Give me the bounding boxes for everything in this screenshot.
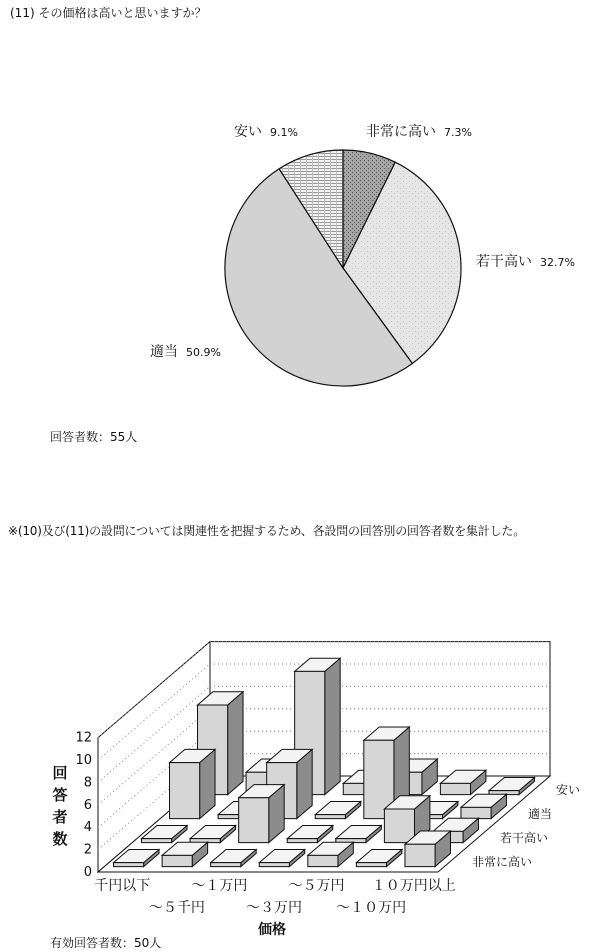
bar-respondents: 有効回答者数：50人 — [50, 936, 162, 950]
x-tick-label: ～５千円 — [148, 900, 205, 916]
x-tick-label: ～３万円 — [246, 900, 302, 916]
series-label-item-4: 非常に高い — [472, 855, 533, 869]
x-tick-label: ～１万円 — [191, 878, 248, 894]
pie-chart — [0, 0, 600, 440]
y-axis-label-char: 答 — [52, 786, 68, 804]
y-tick-label: 2 — [83, 842, 92, 858]
pie-label-item-3: 適当 — [150, 344, 178, 360]
x-tick-label: ～５万円 — [288, 878, 345, 894]
y-axis-label-char: 回 — [52, 764, 68, 782]
bar-千円以下-適当 — [170, 749, 216, 818]
pie-label-item-4: 安い — [234, 124, 262, 140]
note-text: ※(10)及び(11)の設問については関連性を把握するため、各設問の回答別の回答者数を集計した。 — [8, 524, 526, 538]
x-tick-label: 千円以下 — [94, 878, 151, 894]
x-axis-label: 価格 — [258, 922, 286, 938]
pie-pct-item-4: 9.1% — [270, 126, 298, 139]
y-tick-label: 8 — [83, 775, 92, 791]
y-tick-label: 6 — [83, 797, 92, 813]
question-title: (11) その価格は高いと思いますか？ — [10, 6, 207, 20]
y-axis-label-char: 数 — [52, 830, 68, 848]
pie-pct-item-1: 7.3% — [444, 126, 472, 139]
bar-chart-3d — [0, 600, 600, 952]
x-tick-label: ～１０万円 — [336, 900, 407, 916]
pie-pct-item-3: 50.9% — [186, 346, 221, 359]
y-tick-label: 4 — [83, 820, 92, 836]
pie-label-item-1: 非常に高い — [366, 124, 436, 140]
y-axis-label-char: 者 — [52, 808, 68, 826]
pie-respondents: 回答者数：55人 — [50, 430, 138, 444]
series-label-item-2: 適当 — [528, 807, 553, 821]
pie-pct-item-2: 32.7% — [540, 256, 575, 269]
x-tick-label: １０万円以上 — [371, 878, 456, 894]
y-tick-label: 12 — [75, 730, 92, 746]
series-label-item-3: 若干高い — [500, 831, 549, 845]
bar-～１万円-若干高い — [239, 785, 285, 843]
series-label-item-1: 安い — [556, 783, 581, 797]
y-tick-label: 10 — [75, 753, 92, 768]
y-tick-label: 0 — [83, 865, 92, 880]
pie-label-item-2: 若干高い — [476, 254, 532, 270]
